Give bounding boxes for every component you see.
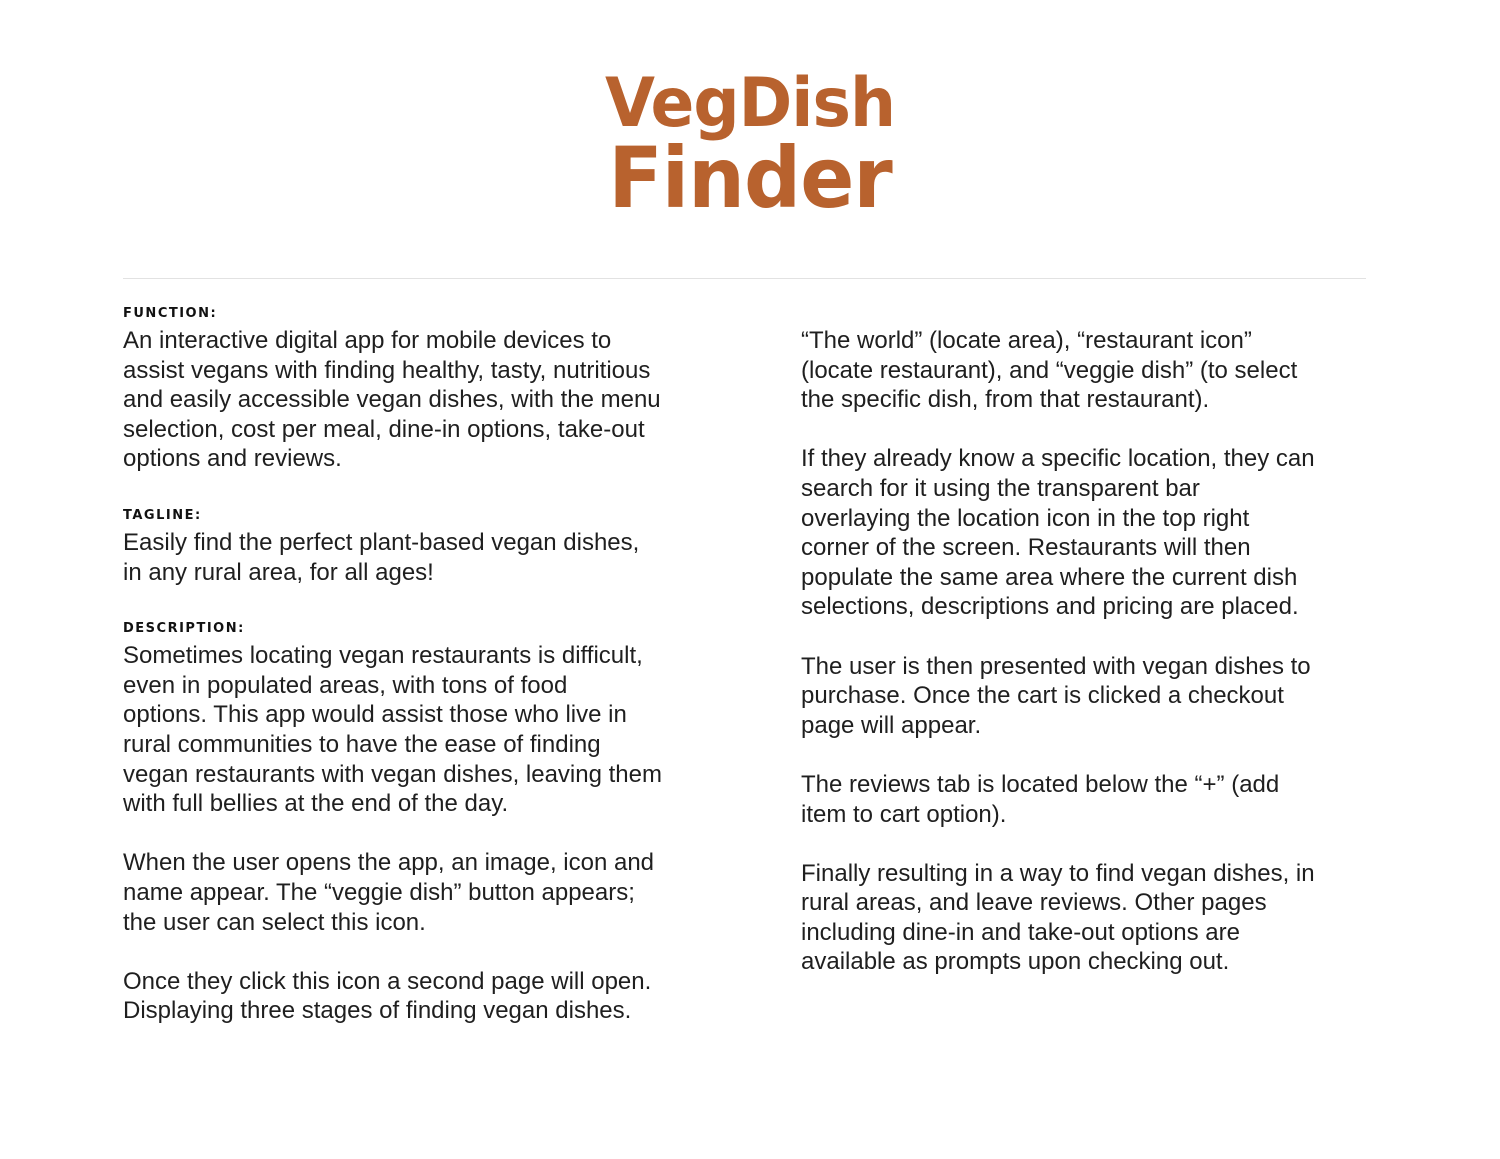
description-paragraph-3: Once they click this icon a second page will open. Displaying three stages of finding vegan dishes. — [123, 967, 652, 1025]
right-paragraph-3: The user is then presented with vegan dishes to purchase. Once the cart is clicked a checkout page will appear. — [801, 652, 1311, 739]
right-paragraph-5: Finally resulting in a way to find vegan dishes, in rural areas, and leave reviews. Other pages including dine-in and take-out options are available as prompts upon checking out. — [801, 859, 1315, 976]
description-label: DESCRIPTION: — [123, 621, 245, 637]
left-column — [123, 306, 763, 1026]
description-paragraph-1: Sometimes locating vegan restaurants is difficult, even in populated areas, with tons of food options. This app would assist those who live in rural communities to have the ease of finding vegan restaurants with vegan dishes, leaving them with full bellies at the end of the day. — [123, 642, 662, 818]
header-divider — [123, 278, 1366, 279]
function-text: An interactive digital app for mobile devices to assist vegans with finding healthy, tasty, nutritious and easily accessible vegan dishes, with the menu selection, cost per meal, dine-in options, take-out options and reviews. — [123, 327, 661, 473]
logo-title-line1: VegDish — [604, 64, 896, 143]
app-logo — [0, 64, 1500, 227]
right-paragraph-2: If they already know a specific location, they can search for it using the transparent bar overlaying the location icon in the top right corner of the screen. Restaurants will then populate the same area where the current dish selections, descriptions and pricing are placed. — [801, 445, 1315, 621]
function-label: FUNCTION: — [123, 306, 218, 321]
tagline-text: Easily find the perfect plant-based vegan dishes, in any rural area, for all ages! — [123, 528, 640, 586]
logo-title-line2: Finder — [608, 129, 892, 227]
right-paragraph-4: The reviews tab is located below the “+” (add item to cart option). — [801, 770, 1280, 828]
description-paragraph-2: When the user opens the app, an image, icon and name appear. The “veggie dish” button appears; the user can select this icon. — [123, 849, 655, 936]
right-column — [801, 306, 1421, 977]
right-paragraph-1: “The world” (locate area), “restaurant icon” (locate restaurant), and “veggie dish” (to select the specific dish, from that restaurant). — [801, 327, 1298, 414]
tagline-label: TAGLINE: — [123, 507, 202, 523]
